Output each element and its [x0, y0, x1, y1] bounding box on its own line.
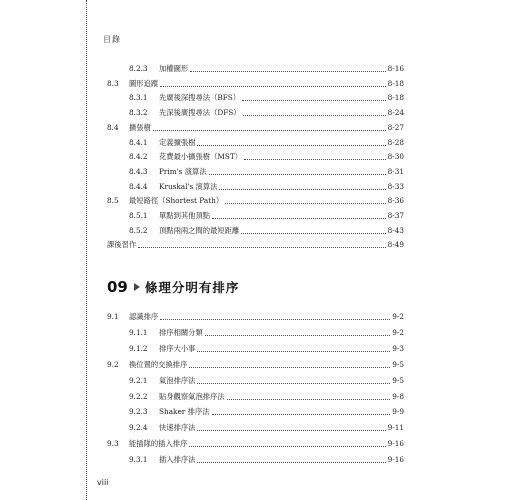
- toc-entry-page: 8-33: [387, 181, 404, 191]
- toc-entry-page: 8-49: [387, 240, 404, 250]
- leader-dots: [244, 158, 386, 160]
- toc-entry-title: 氣泡排序法: [159, 375, 196, 385]
- toc-entry-page: 9-2: [392, 327, 404, 337]
- leader-dots: [197, 461, 385, 463]
- toc-entry-number: 8.4: [107, 122, 119, 132]
- toc-entry-number: 9.1: [107, 312, 119, 321]
- toc-entry-title: 單點到其他頂點: [159, 211, 211, 220]
- toc-section-row[interactable]: [107, 360, 404, 370]
- toc-subsection-row[interactable]: [129, 93, 404, 103]
- leader-dots: [242, 99, 385, 101]
- chapter-heading: [107, 278, 239, 296]
- toc-entry-number: 8.2.3: [129, 64, 148, 73]
- toc-entry-title: Shaker 排序法: [159, 407, 210, 417]
- toc-entry-page: 8-36: [387, 196, 404, 206]
- page-number: viii: [97, 478, 109, 487]
- leader-dots: [197, 144, 385, 146]
- toc-entry-page: 8-43: [387, 225, 404, 235]
- toc-section-row[interactable]: [107, 123, 404, 133]
- toc-entry-page: 9-5: [392, 375, 404, 385]
- toc-entry-title: 認識排序: [129, 312, 159, 321]
- leader-dots: [153, 129, 386, 131]
- toc-subsection-row[interactable]: [129, 108, 404, 118]
- toc-entry-page: 8-28: [387, 137, 404, 147]
- chapter-number: 09: [107, 278, 128, 296]
- toc-subsection-row[interactable]: [129, 167, 404, 177]
- toc-section-row[interactable]: [107, 439, 404, 449]
- toc-entry-page: 9-3: [392, 343, 404, 353]
- toc-section-row[interactable]: [107, 79, 404, 89]
- leader-dots: [160, 85, 385, 87]
- toc-entry-number: 9.1.1: [129, 327, 148, 337]
- leader-dots: [219, 188, 385, 190]
- leader-dots: [205, 334, 390, 336]
- leader-dots: [138, 246, 385, 248]
- toc-entry-number: 8.4.4: [129, 181, 148, 191]
- toc-entry-title: 課後習作: [107, 240, 137, 250]
- toc-entry-number: 8.5: [107, 196, 119, 206]
- toc-entry-title: 先深後廣搜尋法（DFS）: [159, 108, 241, 118]
- toc-entry-page: 9-16: [387, 455, 404, 465]
- toc-entry-title: 能插隊的插入排序: [129, 439, 188, 449]
- toc-entry-page: 9-11: [387, 423, 404, 433]
- leader-dots: [160, 318, 390, 320]
- toc-entry-number: 8.5.1: [129, 211, 148, 220]
- toc-entry-number: 9.2.1: [129, 375, 148, 385]
- leader-dots: [243, 114, 386, 116]
- toc-entry-title: Kruskal's 演算法: [159, 181, 218, 191]
- toc-entry-number: 9.3.1: [129, 455, 148, 465]
- toc-entry-title: Prim's 演算法: [159, 166, 207, 176]
- toc-subsection-row[interactable]: [129, 455, 404, 465]
- toc-entry-page: 9-16: [387, 439, 404, 449]
- toc-entry-title: 圖形追蹤: [129, 78, 159, 88]
- toc-entry-number: 9.2: [107, 359, 119, 369]
- toc-entry-title: 插入排序法: [159, 455, 196, 465]
- toc-entry-number: 8.5.2: [129, 225, 148, 235]
- toc-entry-title: 排序大小事: [159, 343, 196, 353]
- toc-entry-page: 8-18: [387, 78, 404, 88]
- toc-section-row[interactable]: [107, 312, 404, 322]
- leader-dots: [241, 232, 385, 234]
- toc-subsection-row[interactable]: [129, 423, 404, 433]
- toc-subsection-row[interactable]: [129, 182, 404, 192]
- toc-entry-number: 9.2.3: [129, 407, 148, 417]
- leader-dots: [197, 350, 390, 352]
- toc-entry-number: 9.2.4: [129, 423, 148, 433]
- toc-entry-number: 8.4.2: [129, 152, 148, 162]
- toc-subsection-row[interactable]: [129, 328, 404, 338]
- toc-subsection-row[interactable]: [129, 211, 404, 221]
- leader-dots: [190, 70, 385, 72]
- toc-section-row[interactable]: [107, 196, 404, 206]
- leader-dots: [197, 429, 385, 431]
- toc-entry-page: 8-27: [387, 122, 404, 132]
- toc-entry-number: 8.3: [107, 78, 119, 88]
- toc-entry-page: 8-24: [387, 108, 404, 118]
- toc-entry-page: 9-2: [392, 312, 404, 321]
- toc-entry-page: 8-37: [387, 211, 404, 220]
- toc-subsection-row[interactable]: [129, 226, 404, 236]
- toc-entry-number: 9.3: [107, 439, 119, 449]
- leader-dots: [209, 173, 386, 175]
- toc-entry-title: 最短路徑（Shortest Path）: [129, 196, 224, 206]
- toc-entry-title: 貼身觀察氣泡排序法: [159, 391, 225, 401]
- leader-dots: [189, 445, 385, 447]
- toc-entry-number: 9.2.2: [129, 391, 148, 401]
- toc-entry-page: 8-18: [387, 93, 404, 103]
- toc-entry-number: 8.4.3: [129, 166, 148, 176]
- toc-entry-number: 8.4.1: [129, 137, 148, 147]
- toc-entry-number: 8.3.2: [129, 108, 148, 118]
- toc-entry-title: 加權圖形: [159, 64, 189, 73]
- toc-entry-page: 9-5: [392, 359, 404, 369]
- triangle-marker-icon: [134, 283, 140, 291]
- toc-section-row[interactable]: [107, 240, 404, 250]
- toc-subsection-row[interactable]: [129, 152, 404, 162]
- leader-dots: [197, 382, 390, 384]
- toc-entry-page: 9-9: [392, 407, 404, 417]
- toc-entry-page: 8-31: [387, 166, 404, 176]
- toc-entry-number: 9.1.2: [129, 343, 148, 353]
- toc-entry-page: 8-16: [387, 64, 404, 73]
- leader-dots: [189, 366, 390, 368]
- toc-subsection-row[interactable]: [129, 392, 404, 402]
- toc-subsection-row[interactable]: [129, 64, 404, 74]
- toc-entry-title: 花費最小擴張樹（MST）: [159, 152, 243, 162]
- toc-entry-title: 先廣後深搜尋法（BFS）: [159, 93, 241, 103]
- toc-entry-title: 定義擴張樹: [159, 137, 196, 147]
- leader-dots: [225, 202, 385, 204]
- toc-subsection-row[interactable]: [129, 344, 404, 354]
- toc-entry-title: 擴張樹: [129, 122, 151, 132]
- toc-entry-page: 8-30: [387, 152, 404, 162]
- leader-dots: [212, 413, 391, 415]
- toc-entry-page: 9-8: [392, 391, 404, 401]
- running-header: 目錄: [103, 35, 121, 44]
- toc-entry-title: 快速排序法: [159, 423, 196, 433]
- leader-dots: [212, 217, 386, 219]
- toc-subsection-row[interactable]: [129, 376, 404, 386]
- toc-entry-title: 換位置的交換排序: [129, 359, 188, 369]
- leader-dots: [227, 398, 391, 400]
- toc-subsection-row[interactable]: [129, 138, 404, 148]
- toc-entry-number: 8.3.1: [129, 93, 148, 103]
- toc-subsection-row[interactable]: [129, 407, 404, 417]
- toc-entry-title: 頂點兩兩之間的最短距離: [159, 225, 240, 235]
- chapter-title: 條理分明有排序: [144, 280, 240, 295]
- toc-entry-title: 排序相關分類: [159, 327, 203, 337]
